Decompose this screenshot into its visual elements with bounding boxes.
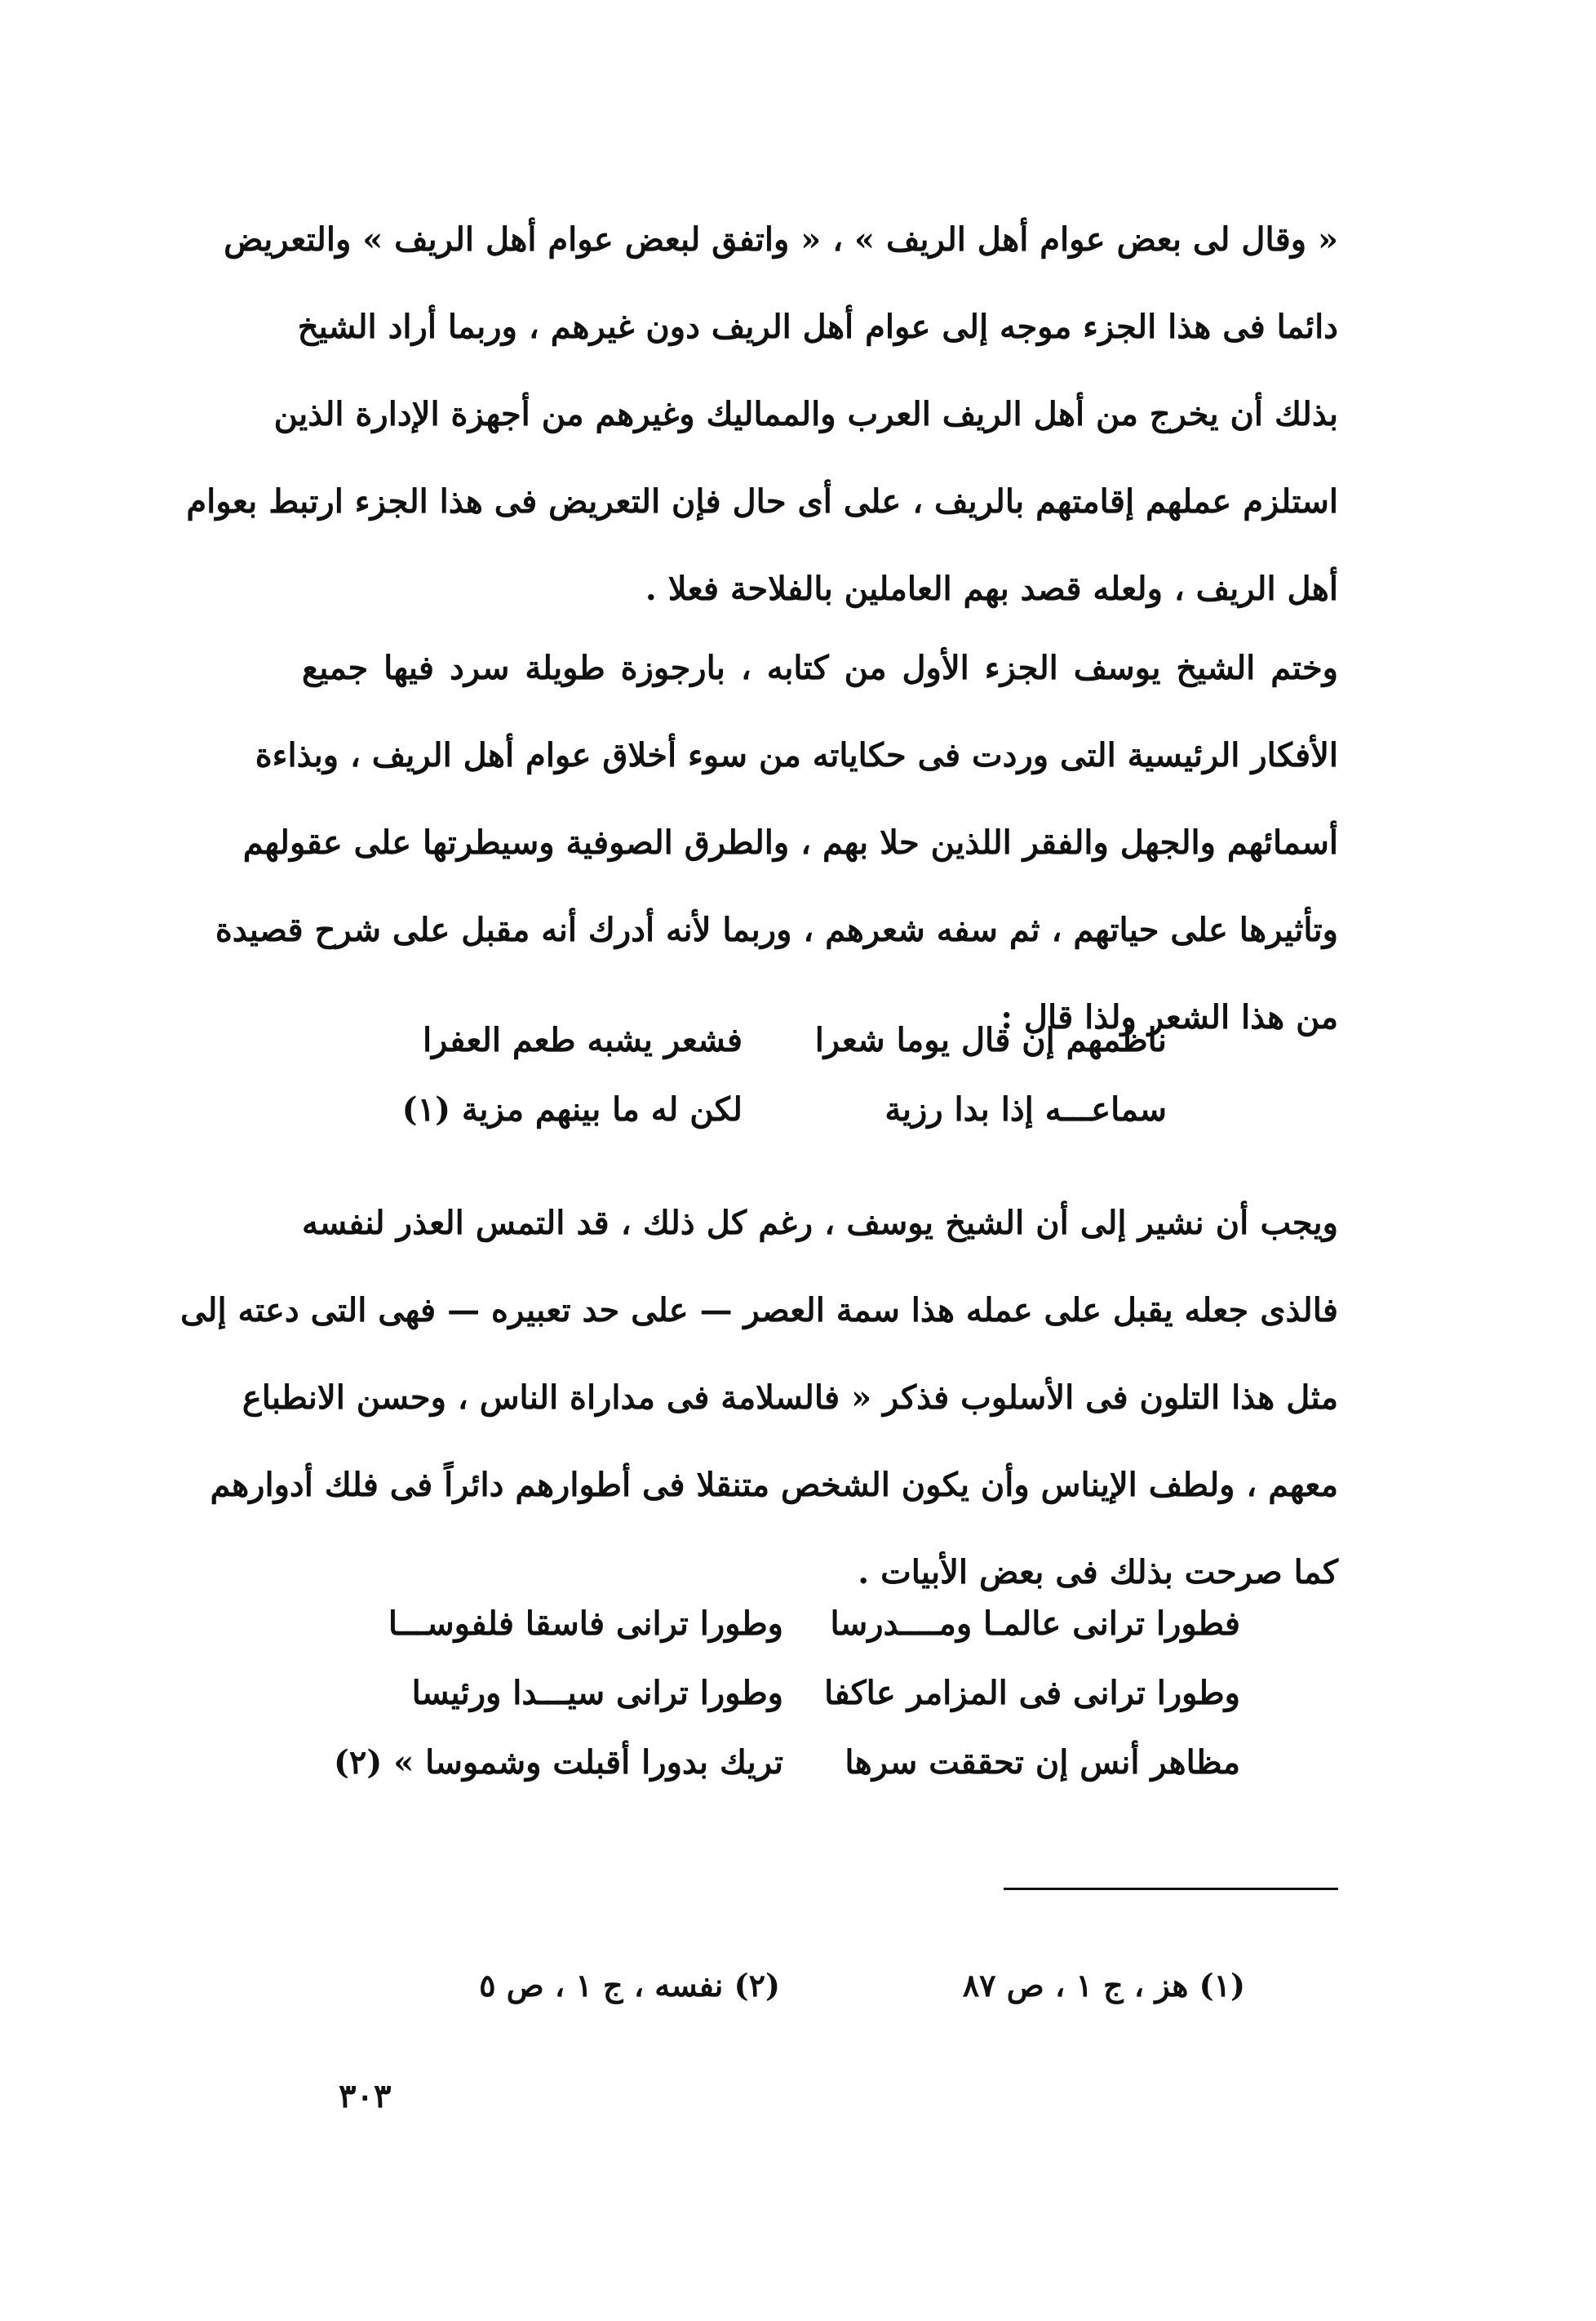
verse-row bbox=[401, 1077, 1167, 1143]
paragraph-line: وتأثيرها على حياتهم ، ثم سفه شعرهم ، وربما لأنه أدرك أنه مقبل على شرح قصيدة bbox=[215, 911, 1338, 949]
verse-second-hemistich: لكن له ما بينهم مزية (١) bbox=[401, 1090, 743, 1129]
verse-first-hemistich: ناظمهم إن قال يوما شعرا bbox=[814, 1021, 1167, 1059]
footnote-2: (٢) نفسه ، ج ١ ، ص ٥ bbox=[479, 1967, 780, 2004]
paragraph-line: ويجب أن نشير إلى أن الشيخ يوسف ، رغم كل ذلك ، قد التمس العذر لنفسه bbox=[302, 1204, 1338, 1242]
verse-first-hemistich: فطورا ترانى عالمـا ومــــدرسا bbox=[830, 1604, 1240, 1643]
paragraph-line: من هذا الشعر ولذا قال : bbox=[1000, 998, 1338, 1036]
paragraph-line: « وقال لى بعض عوام أهل الريف » ، « واتفق لبعض عوام أهل الريف » والتعريض bbox=[224, 220, 1338, 259]
footnote-divider bbox=[1004, 1888, 1338, 1890]
verse-second-hemistich: تريك بدورا أقبلت وشموسا » (٢) bbox=[333, 1743, 783, 1782]
page-number: ٣٠٣ bbox=[339, 2077, 392, 2115]
paragraph-line: أسمائهم والجهل والفقر اللذين حلا بهم ، والطرق الصوفية وسيطرتها على عقولهم bbox=[242, 823, 1338, 862]
paragraph-line: وختم الشيخ يوسف الجزء الأول من كتابه ، بارجوزة طويلة سرد فيها جميع bbox=[302, 649, 1338, 687]
verse-first-hemistich: سماعـــه إذا بدا رزية bbox=[884, 1090, 1167, 1129]
paragraph-line: فالذى جعله يقبل على عمله هذا سمة العصر — على حد تعبيره — فهى التى دعته إلى bbox=[180, 1291, 1338, 1329]
paragraph-line: كما صرحت بذلك فى بعض الأبيات . bbox=[858, 1553, 1338, 1591]
paragraph-line: معهم ، ولطف الإيناس وأن يكون الشخص متنقلا فى أطوارهم دائراً فى فلك أدوارهم bbox=[210, 1466, 1338, 1504]
verse-first-hemistich: وطورا ترانى فى المزامر عاكفا bbox=[824, 1674, 1240, 1712]
verse-row bbox=[343, 1661, 1240, 1726]
paragraph-line: الأفكار الرئيسية التى وردت فى حكاياته من سوء أخلاق عوام أهل الريف ، وبذاءة bbox=[255, 736, 1338, 774]
paragraph-2 bbox=[215, 624, 1338, 1061]
paragraph-3 bbox=[180, 1179, 1338, 1616]
verse-row bbox=[422, 1008, 1167, 1073]
paragraph-line: دائما فى هذا الجزء موجه إلى عوام أهل الريف دون غيرهم ، وربما أراد الشيخ bbox=[297, 308, 1338, 346]
poem-2 bbox=[333, 1591, 1240, 1804]
paragraph-line: مثل هذا التلون فى الأسلوب فذكر « فالسلامة فى مداراة الناس ، وحسن الانطباع bbox=[242, 1378, 1338, 1417]
paragraph-line: بذلك أن يخرج من أهل الريف العرب والمماليك وغيرهم من أجهزة الإدارة الذين bbox=[273, 395, 1338, 433]
footnote-1: (١) هز ، ج ١ ، ص ٨٧ bbox=[962, 1967, 1245, 2004]
verse-second-hemistich: فشعر يشبه طعم العفرا bbox=[422, 1021, 743, 1059]
verse-row bbox=[333, 1730, 1240, 1795]
verse-second-hemistich: وطورا ترانى سيـــدا ورئيسا bbox=[411, 1674, 783, 1712]
paragraph-1 bbox=[186, 196, 1338, 632]
paragraph-line: استلزم عملهم إقامتهم بالريف ، على أى حال فإن التعريض فى هذا الجزء ارتبط بعوام bbox=[186, 482, 1338, 521]
paragraph-line: أهل الريف ، ولعله قصد بهم العاملين بالفلاحة فعلا . bbox=[645, 570, 1338, 608]
verse-first-hemistich: مظاهر أنس إن تحققت سرها bbox=[845, 1743, 1240, 1782]
verse-row bbox=[343, 1591, 1240, 1657]
poem-1 bbox=[401, 1008, 1167, 1147]
verse-second-hemistich: وطورا ترانى فاسقا فلفوســـا bbox=[388, 1604, 783, 1643]
